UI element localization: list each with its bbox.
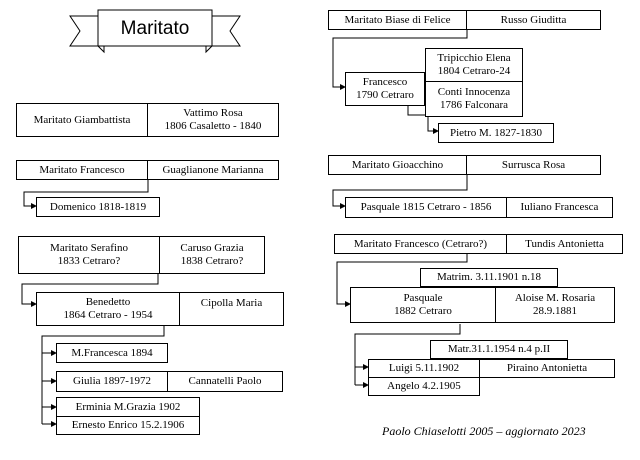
marriage-1954-box: Matr.31.1.1954 n.4 p.II xyxy=(430,340,568,359)
tripicchio-elena-info: 1804 Cetraro-24 xyxy=(437,65,511,77)
cipolla-maria-box: Cipolla Maria xyxy=(180,292,284,326)
pietro-box: Pietro M. 1827-1830 xyxy=(438,123,554,143)
maritato-francesco-cetraro-box: Maritato Francesco (Cetraro?) xyxy=(334,234,507,254)
m-francesca-box: M.Francesca 1894 xyxy=(56,343,168,363)
surrusca-rosa-box: Surrusca Rosa xyxy=(467,155,601,175)
aloise-rosaria-info: 28.9.1881 xyxy=(533,305,577,317)
pasquale-1882-name: Pasquale xyxy=(403,292,443,304)
vattimo-rosa-box xyxy=(148,103,279,137)
giulia-box: Giulia 1897-1972 xyxy=(56,371,168,392)
erminia-box: Erminia M.Grazia 1902 xyxy=(56,397,200,417)
iuliano-francesca-box: Iuliano Francesca xyxy=(507,197,613,218)
maritato-serafino-info: 1833 Cetraro? xyxy=(57,255,121,267)
maritato-gioacchino-box: Maritato Gioacchino xyxy=(328,155,467,175)
maritato-francesco-box: Maritato Francesco xyxy=(16,160,148,180)
pasquale-1882-box xyxy=(350,287,496,323)
conti-innocenza-name: Conti Innocenza xyxy=(437,86,511,98)
pasquale-1882-info: 1882 Cetraro xyxy=(394,305,452,317)
francesco-info: 1790 Cetraro xyxy=(356,89,414,101)
conti-innocenza-box xyxy=(425,82,523,117)
luigi-box: Luigi 5.11.1902 xyxy=(368,359,480,378)
author-credit: Paolo Chiaselotti 2005 – aggiornato 2023 xyxy=(382,424,586,438)
benedetto-box xyxy=(36,292,180,326)
conti-innocenza-info: 1786 Falconara xyxy=(439,99,509,111)
maritato-serafino-name: Maritato Serafino xyxy=(50,242,128,254)
tundis-antonietta-box: Tundis Antonietta xyxy=(507,234,623,254)
francesco-name: Francesco xyxy=(362,76,408,88)
maritato-giambattista-box: Maritato Giambattista xyxy=(16,103,148,137)
francesco-box xyxy=(345,72,425,106)
aloise-rosaria-box xyxy=(496,287,615,323)
marriage-1901-box: Matrim. 3.11.1901 n.18 xyxy=(420,268,558,287)
vattimo-rosa-info: 1806 Casaletto - 1840 xyxy=(164,120,262,132)
guaglianone-marianna-box: Guaglianone Marianna xyxy=(148,160,279,180)
pasquale-1815-box: Pasquale 1815 Cetraro - 1856 xyxy=(345,197,507,218)
tripicchio-elena-name: Tripicchio Elena xyxy=(437,52,511,64)
title-banner xyxy=(70,10,240,52)
caruso-grazia-info: 1838 Cetraro? xyxy=(180,255,244,267)
page-title: Maritato xyxy=(120,18,190,39)
domenico-box: Domenico 1818-1819 xyxy=(36,197,160,217)
russo-giuditta-box: Russo Giuditta xyxy=(467,10,601,30)
tripicchio-elena-box xyxy=(425,48,523,82)
maritato-serafino-box xyxy=(18,236,160,274)
caruso-grazia-name: Caruso Grazia xyxy=(180,242,244,254)
benedetto-info: 1864 Cetraro - 1954 xyxy=(63,309,153,321)
angelo-box: Angelo 4.2.1905 xyxy=(368,377,480,396)
benedetto-name: Benedetto xyxy=(85,296,131,308)
ernesto-box: Ernesto Enrico 15.2.1906 xyxy=(56,417,200,435)
vattimo-rosa-name: Vattimo Rosa xyxy=(183,107,243,119)
caruso-grazia-box xyxy=(160,236,265,274)
cannatelli-paolo-box: Cannatelli Paolo xyxy=(168,371,283,392)
maritato-biase-box: Maritato Biase di Felice xyxy=(328,10,467,30)
piraino-antonietta-box: Piraino Antonietta xyxy=(480,359,615,378)
aloise-rosaria-name: Aloise M. Rosaria xyxy=(514,292,596,304)
